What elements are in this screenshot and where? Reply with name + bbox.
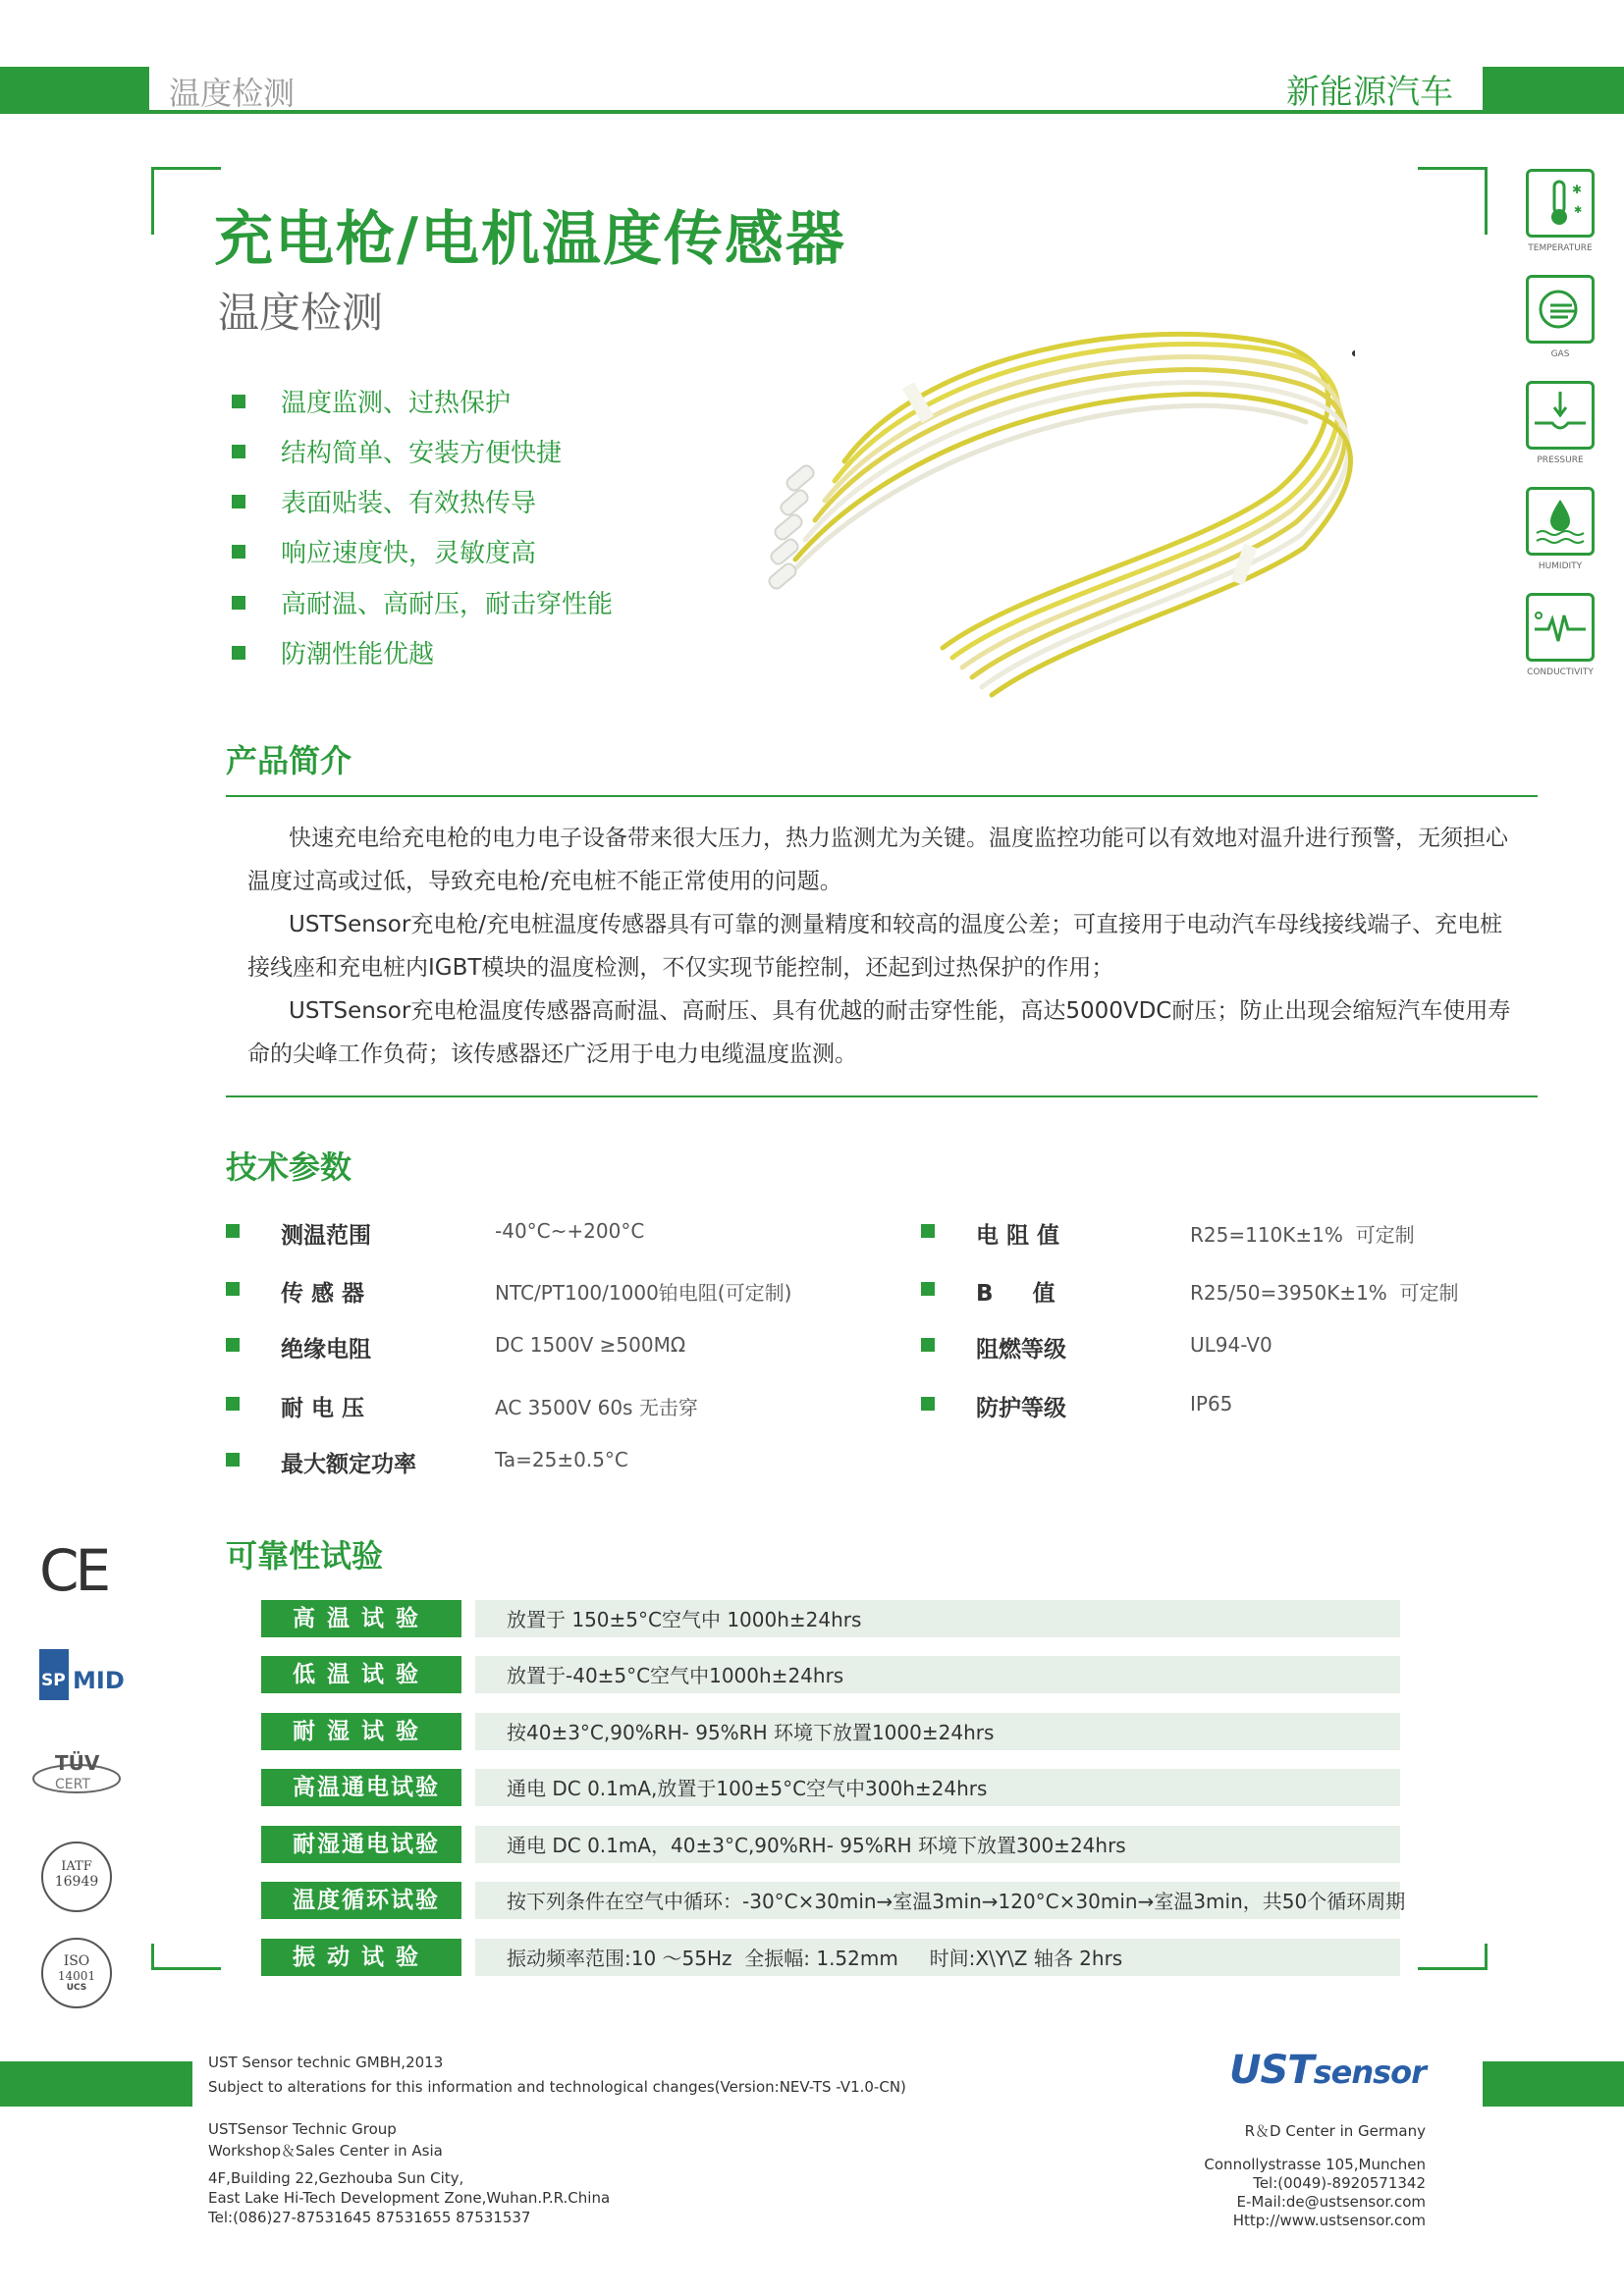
spec-value: NTC/PT100/1000铂电阻(可定制) [495, 1281, 792, 1305]
ce-mark-logo: CE [39, 1537, 108, 1604]
spec-key: 传 感 器 [281, 1281, 365, 1307]
bullet-icon [232, 495, 245, 508]
feature-label: 防潮性能优越 [281, 640, 435, 669]
feature-item [232, 383, 511, 419]
spec-value: -40°C~+200°C [495, 1219, 645, 1243]
bullet-icon [232, 596, 245, 610]
brand-sensor: sensor [1313, 2054, 1426, 2091]
footer-left-bar [0, 2061, 192, 2107]
brand-ust: UST [1229, 2048, 1314, 2093]
iatf-logo [41, 1842, 112, 1912]
feature-label: 温度监测、过热保护 [281, 389, 512, 418]
cert-label: CERT [55, 1777, 90, 1792]
bullet-icon [226, 1338, 240, 1352]
spec-value: R25/50=3950K±1% 可定制 [1190, 1281, 1459, 1305]
feature-label: 高耐温、高耐压，耐击穿性能 [281, 590, 614, 619]
section-title-reliability: 可靠性试验 [226, 1537, 384, 1575]
bullet-icon [226, 1224, 240, 1238]
bullet-icon [232, 545, 245, 559]
section-title-specs: 技术参数 [226, 1148, 352, 1186]
footer-de-address: Connollystrasse 105,Munchen [1204, 2156, 1426, 2173]
product-photo [766, 294, 1355, 707]
svg-text:✱: ✱ [1574, 205, 1583, 216]
spec-key: 最大额定功率 [281, 1452, 416, 1477]
bullet-icon [226, 1282, 240, 1296]
feature-label: 结构简单、安装方便快捷 [281, 439, 563, 468]
spec-value: UL94-V0 [1190, 1333, 1272, 1357]
humidity-icon [1526, 487, 1595, 556]
footer-disclaimer: Subject to alterations for this information and technological changes(Version:NEV-TS -V1.0-CN) [208, 2078, 906, 2096]
header-blank [149, 67, 1483, 110]
thermometer-icon [1526, 169, 1595, 238]
spec-key: 耐 电 压 [281, 1396, 365, 1421]
corner-bracket-bottom-left [151, 1944, 221, 1970]
bullet-icon [232, 395, 245, 408]
header-left-bar [0, 67, 149, 114]
brand-logo [1229, 2048, 1426, 2093]
section-divider [226, 795, 1538, 797]
corner-bracket-bottom-right [1418, 1944, 1488, 1970]
bullet-icon [921, 1397, 935, 1411]
bullet-icon [921, 1224, 935, 1238]
section-title-intro: 产品简介 [226, 742, 352, 779]
feature-item [232, 483, 536, 519]
tuv-label: TÜV [55, 1751, 100, 1775]
feature-item [232, 584, 613, 620]
tuv-cert-logo [29, 1747, 124, 1806]
pressure-icon [1526, 381, 1595, 450]
test-label: 低 温 试 验 [261, 1656, 461, 1693]
footer-email[interactable]: E-Mail:de@ustsensor.com [1236, 2193, 1426, 2211]
test-label: 高温通电试验 [261, 1769, 461, 1806]
footer-de-phone: Tel:(0049)-8920571342 [1253, 2174, 1426, 2192]
iso-number: 14001 [57, 1969, 96, 1983]
bullet-icon [921, 1282, 935, 1296]
conductivity-icon [1526, 593, 1595, 662]
test-value: 通电 DC 0.1mA,放置于100±5°C空气中300h±24hrs [475, 1769, 1400, 1806]
test-label: 耐 湿 试 验 [261, 1713, 461, 1750]
spec-value: DC 1500V ≥500MΩ [495, 1333, 686, 1357]
icon-caption: TEMPERATURE [1528, 243, 1593, 253]
iatf-number: 16949 [54, 1874, 99, 1890]
page-title: 充电枪/电机温度传感器 [214, 205, 846, 274]
corner-bracket-top-right [1418, 167, 1488, 235]
test-value: 按40±3°C,90%RH- 95%RH 环境下放置1000±24hrs [475, 1713, 1400, 1750]
feature-item [232, 433, 562, 469]
feature-label: 表面贴装、有效热传导 [281, 489, 537, 518]
feature-item [232, 533, 536, 569]
test-value: 放置于 150±5°C空气中 1000h±24hrs [475, 1600, 1400, 1637]
header-right-bar [1483, 67, 1624, 114]
spec-key: 绝缘电阻 [281, 1337, 371, 1362]
footer-address: 4F,Building 22,Gezhouba Sun City, [208, 2169, 464, 2187]
intro-paragraph: USTSensor充电枪/充电桩温度传感器具有可靠的测量精度和较高的温度公差；可直接用于电动汽车母线接线端子、充电桩接线座和充电桩内IGBT模块的温度检测，不仅实现节能控制，还起到过热保护的作用； [247, 912, 1503, 981]
footer-website[interactable]: Http://www.ustsensor.com [1232, 2212, 1426, 2229]
icon-caption: PRESSURE [1537, 455, 1584, 465]
test-value: 通电 DC 0.1mA，40±3°C,90%RH- 95%RH 环境下放置300±24hrs [475, 1826, 1400, 1863]
test-value: 放置于-40±5°C空气中1000h±24hrs [475, 1656, 1400, 1693]
spec-value: IP65 [1190, 1392, 1233, 1415]
test-label: 高 温 试 验 [261, 1600, 461, 1637]
intro-text [247, 817, 1524, 1076]
svg-text:✱: ✱ [1572, 183, 1583, 196]
icon-caption: CONDUCTIVITY [1527, 667, 1594, 677]
page-subtitle: 温度检测 [218, 289, 384, 337]
icon-caption: HUMIDITY [1538, 561, 1583, 571]
test-label: 温度循环试验 [261, 1882, 461, 1919]
feature-item [232, 634, 434, 670]
sp-mid-logo [39, 1649, 157, 1704]
icon-caption: GAS [1550, 349, 1570, 359]
footer-workshop: Workshop＆Sales Center in Asia [208, 2142, 443, 2160]
footer-group: USTSensor Technic Group [208, 2120, 397, 2138]
iso-logo [41, 1938, 112, 2008]
mid-label: MID [73, 1667, 125, 1694]
spec-key: 阻燃等级 [976, 1337, 1066, 1362]
section-divider [226, 1095, 1538, 1097]
footer-address-2: East Lake Hi-Tech Development Zone,Wuhan.P.R.China [208, 2189, 611, 2207]
footer-rd-center: R＆D Center in Germany [1244, 2122, 1426, 2140]
spec-value: R25=110K±1% 可定制 [1190, 1223, 1415, 1247]
iso-label: ISO [63, 1953, 90, 1969]
ucs-label: UCS [66, 1983, 87, 1993]
bullet-icon [226, 1453, 240, 1467]
test-value: 按下列条件在空气中循环：-30°C×30min→室温3min→120°C×30min→室温3min，共50个循环周期 [475, 1882, 1400, 1919]
bullet-icon [232, 445, 245, 458]
spec-key: B 值 [976, 1281, 1056, 1307]
feature-label: 响应速度快，灵敏度高 [281, 539, 537, 568]
spec-key: 测温范围 [281, 1223, 371, 1249]
corner-bracket-top-left [151, 167, 221, 235]
footer-phone: Tel:(086)27-87531645 87531655 87531537 [208, 2209, 531, 2226]
gas-icon [1526, 275, 1595, 344]
sp-label: SP [41, 1671, 66, 1690]
footer-right-bar [1483, 2061, 1624, 2107]
spec-value: AC 3500V 60s 无击穿 [495, 1396, 698, 1419]
footer-company: UST Sensor technic GMBH,2013 [208, 2054, 444, 2071]
bullet-icon [226, 1397, 240, 1411]
spec-value: Ta=25±0.5°C [495, 1448, 628, 1471]
spec-key: 防护等级 [976, 1396, 1066, 1421]
iatf-label: IATF [61, 1859, 92, 1874]
header-category: 温度检测 [169, 75, 296, 112]
intro-paragraph: USTSensor充电枪温度传感器高耐温、高耐压、具有优越的耐击穿性能，高达5000VDC耐压；防止出现会缩短汽车使用寿命的尖峰工作负荷；该传感器还广泛用于电力电缆温度监测。 [247, 998, 1511, 1067]
spec-key: 电 阻 值 [976, 1223, 1060, 1249]
test-label: 振 动 试 验 [261, 1939, 461, 1976]
test-label: 耐湿通电试验 [261, 1826, 461, 1863]
bullet-icon [232, 646, 245, 660]
header-industry: 新能源汽车 [1286, 73, 1453, 112]
intro-paragraph: 快速充电给充电枪的电力电子设备带来很大压力，热力监测尤为关键。温度监控功能可以有效地对温升进行预警，无须担心温度过高或过低，导致充电枪/充电桩不能正常使用的问题。 [247, 826, 1508, 894]
bullet-icon [921, 1338, 935, 1352]
test-value: 振动频率范围:10 ～55Hz 全振幅: 1.52mm 时间:X\Y\Z 轴各 2hrs [475, 1939, 1400, 1976]
